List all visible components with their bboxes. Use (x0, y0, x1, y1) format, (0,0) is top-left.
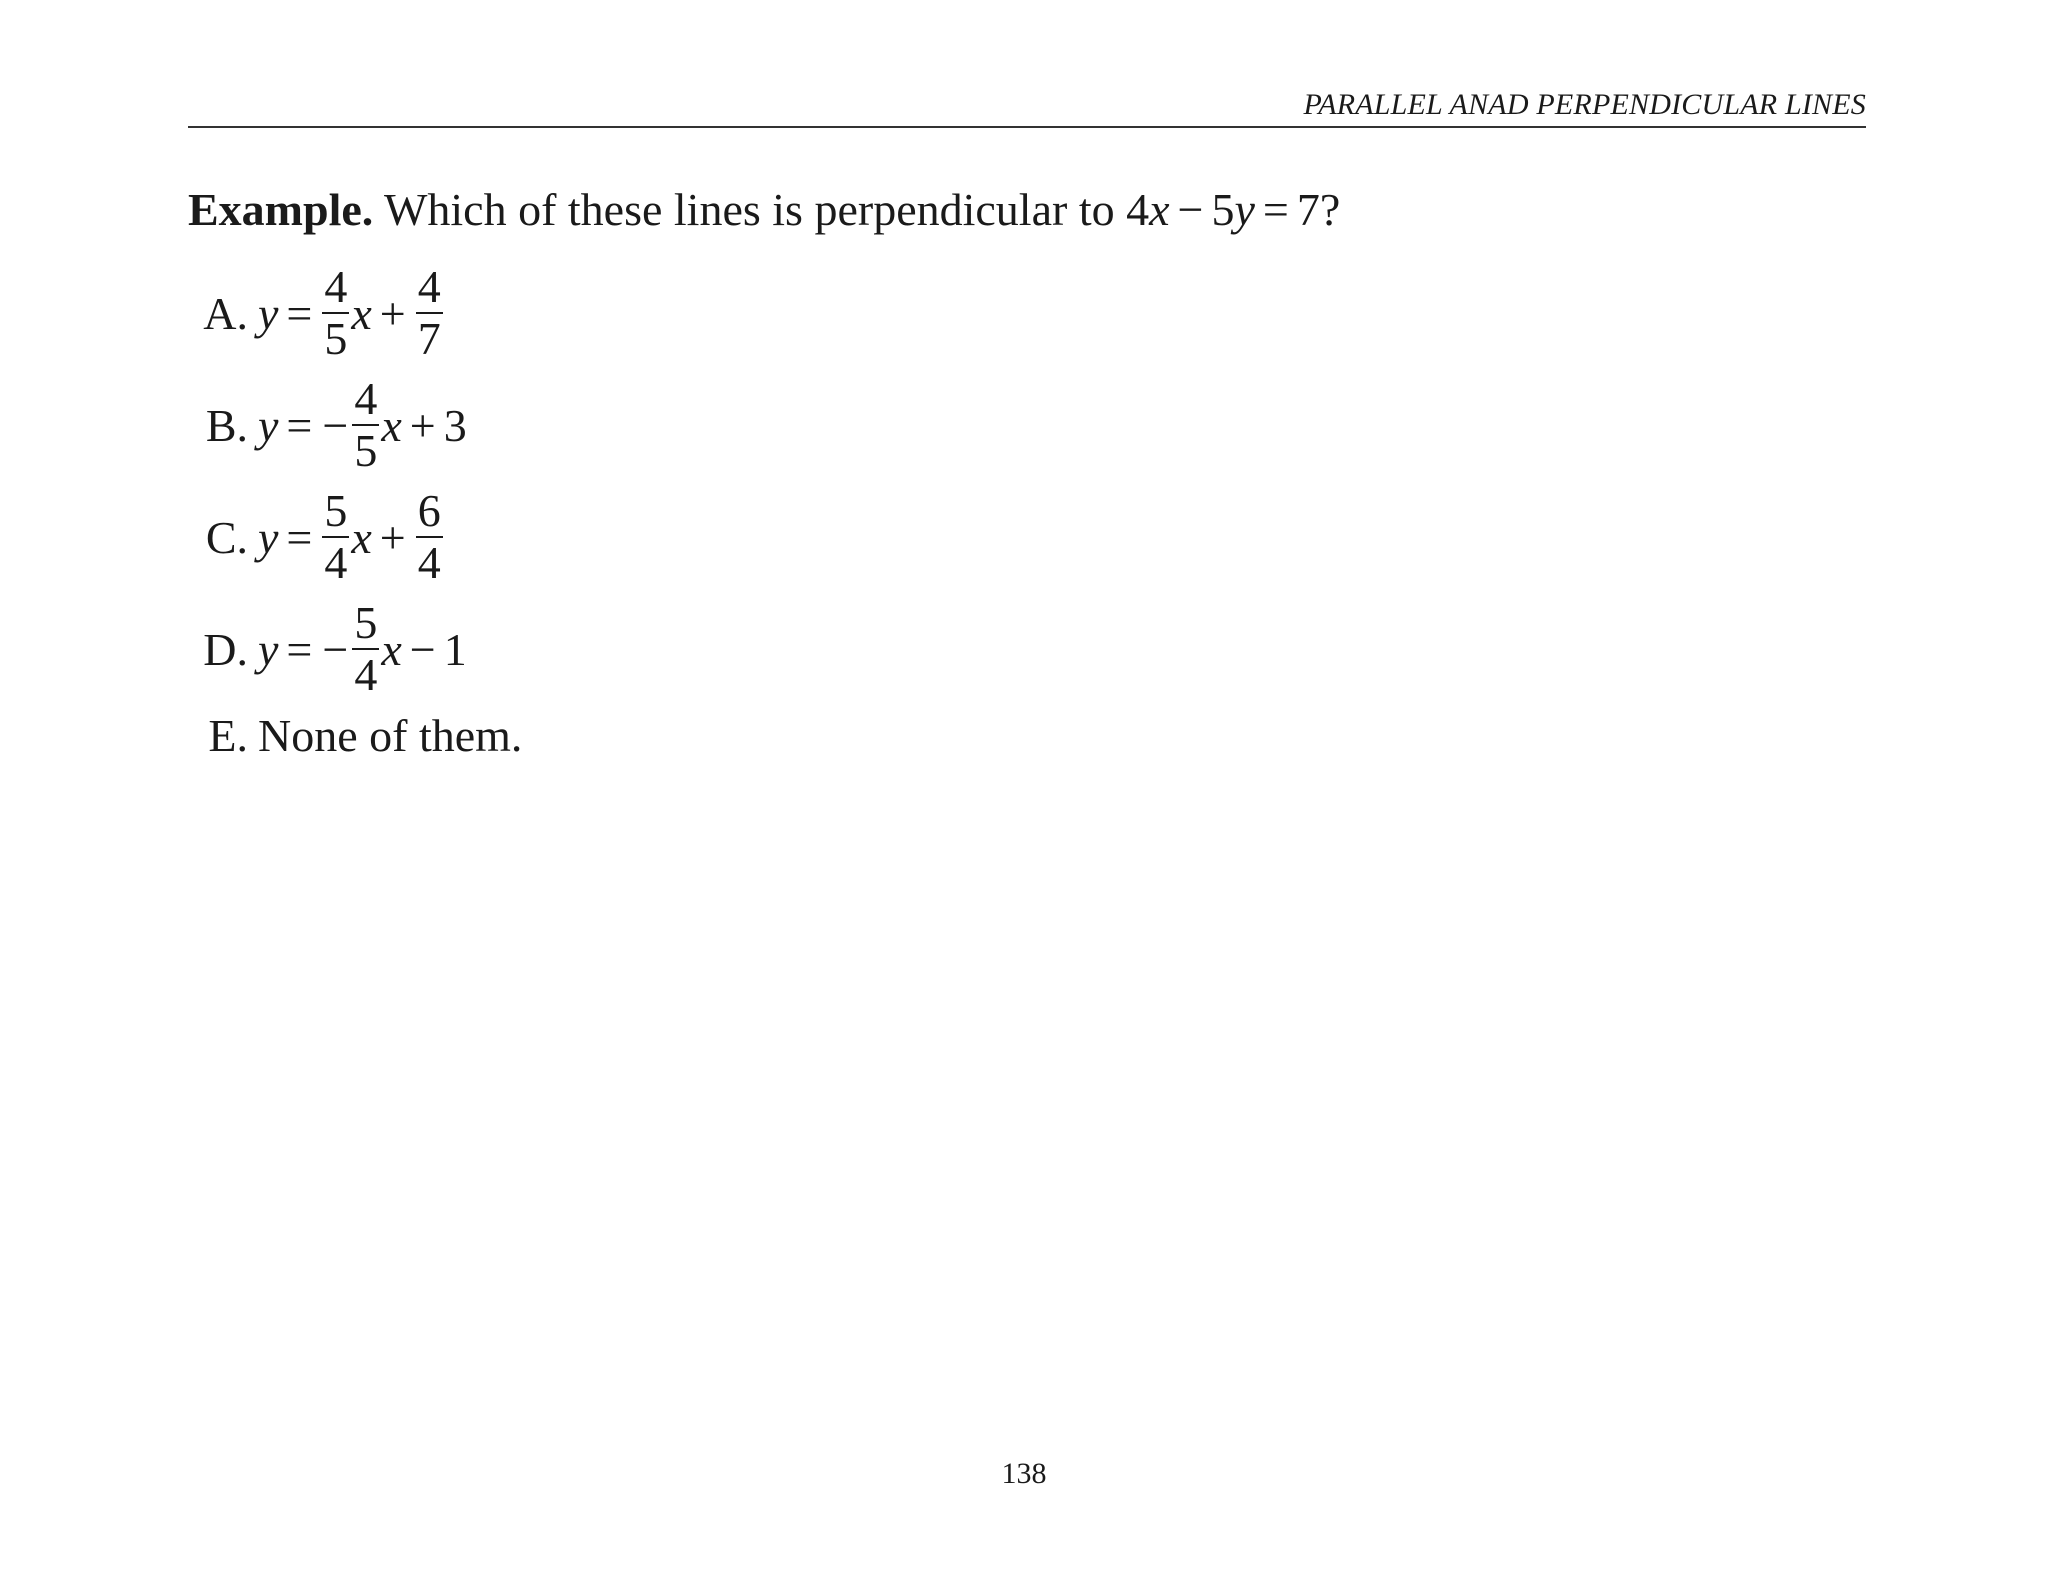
example-label: Example. (188, 184, 374, 235)
intercept-fraction: $\frac{4}{7}$ (417, 261, 441, 364)
option-letter: A. (203, 287, 248, 339)
option-letter: D. (203, 623, 248, 675)
question-text: Which of these lines is perpendicular to (383, 184, 1127, 235)
running-header (188, 88, 1866, 128)
option-b[interactable] (188, 370, 467, 480)
header-title: PARALLEL ANAD PERPENDICULAR LINES (1303, 88, 1866, 121)
option-equation: y = − $\frac{5}{4}$ x − 1 (258, 597, 467, 700)
question-equation: 4x − 5y = 7? (1126, 184, 1341, 235)
option-letter: E. (208, 709, 248, 761)
slope-fraction: $\frac{5}{4}$ (354, 597, 378, 700)
option-text: None of them. (258, 709, 523, 761)
option-letter: B. (205, 399, 248, 451)
option-c[interactable] (188, 482, 445, 592)
slope-fraction: $\frac{4}{5}$ (324, 261, 348, 364)
slope-fraction: $\frac{4}{5}$ (354, 373, 378, 476)
slope-fraction: $\frac{5}{4}$ (324, 485, 348, 588)
option-d[interactable] (188, 594, 467, 704)
option-letter: C. (205, 511, 248, 563)
option-equation: y = $\frac{4}{5}$ x + $\frac{4}{7}$ (258, 261, 441, 364)
option-e[interactable] (188, 690, 522, 780)
intercept-fraction: $\frac{6}{4}$ (417, 485, 441, 588)
page-number: 138 (1001, 1457, 1047, 1490)
question (188, 182, 1340, 238)
option-equation: y = − $\frac{4}{5}$ x + 3 (258, 373, 467, 476)
option-a[interactable] (188, 258, 445, 368)
option-equation: y = $\frac{5}{4}$ x + $\frac{6}{4}$ (258, 485, 441, 588)
